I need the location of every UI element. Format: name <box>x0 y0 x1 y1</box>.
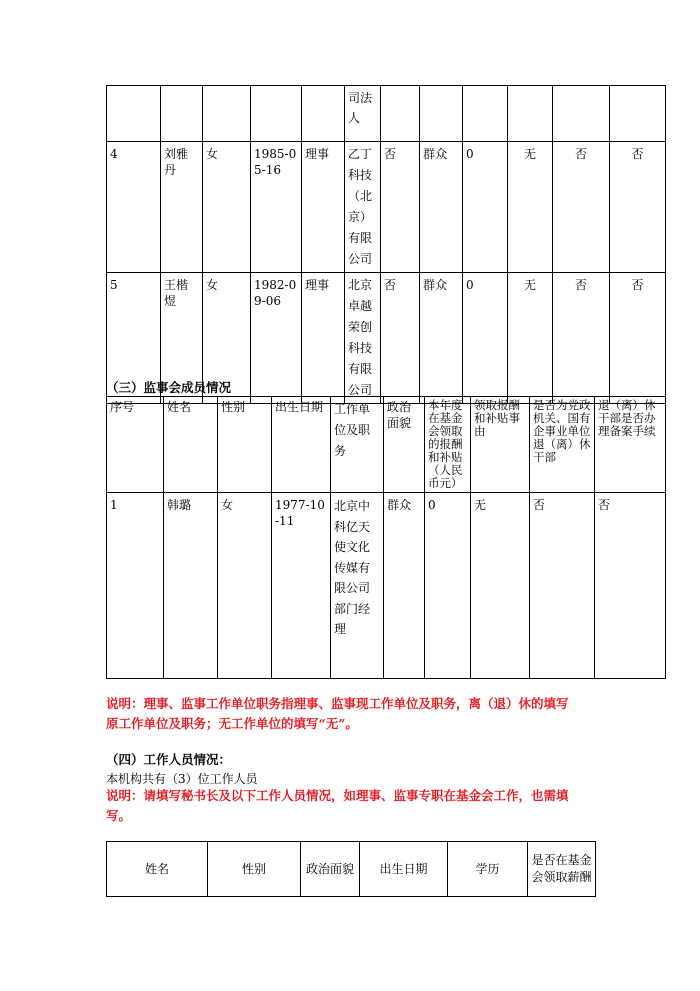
header-birth: 出生日期 <box>360 842 448 897</box>
supervisors-table <box>106 396 666 679</box>
note-directors <box>106 694 676 734</box>
table-cell: 1985-05-16 <box>251 142 302 273</box>
header-filed: 退（离）休干部是否办理备案手续 <box>595 397 666 493</box>
table-cell: 韩璐 <box>164 493 218 679</box>
table-cell: 王楷煜 <box>161 273 203 404</box>
table-cell: 4 <box>107 142 161 273</box>
staff-count: 本机构共有（3）位工作人员 <box>106 772 258 786</box>
table-cell: 女 <box>218 493 272 679</box>
table-cell: 否 <box>610 273 666 404</box>
table-cell: 北京卓越荣创科技有限公司 <box>345 273 381 404</box>
header-unit: 工作单位及职务 <box>331 397 384 493</box>
table-cell: 群众 <box>420 142 463 273</box>
table-header-row <box>107 397 666 493</box>
table-cell: 理事 <box>302 142 345 273</box>
section-title-supervisors: （三）监事会成员情况 <box>106 380 232 395</box>
table-cell: 否 <box>530 493 595 679</box>
table-cell: 乙丁科技（北京）有限公司 <box>345 142 381 273</box>
table-cell: 无 <box>471 493 530 679</box>
table-header-row <box>107 842 596 897</box>
header-pay: 本年度在基金会领取的报酬和补贴（人民币元） <box>425 397 471 493</box>
header-reason: 领取报酬和补贴事由 <box>471 397 530 493</box>
staff-table <box>106 841 596 897</box>
table-cell: 否 <box>610 142 666 273</box>
header-political: 政治面貌 <box>301 842 360 897</box>
table-cell: 否 <box>381 273 420 404</box>
table-cell: 理事 <box>302 273 345 404</box>
header-retired: 是否为党政机关、国有企事业单位退（离）休干部 <box>530 397 595 493</box>
section-title-staff: （四）工作人员情况： <box>106 752 232 767</box>
table-cell: 刘雅丹 <box>161 142 203 273</box>
table-cell: 5 <box>107 273 161 404</box>
table-cell: 司法人 <box>345 86 381 142</box>
header-birth: 出生日期 <box>272 397 331 493</box>
table-cell: 否 <box>595 493 666 679</box>
table-cell: 北京中科亿天使文化传媒有限公司部门经理 <box>331 493 384 679</box>
table-cell: 无 <box>508 142 553 273</box>
table-row <box>107 86 666 142</box>
header-political: 政治面貌 <box>384 397 425 493</box>
note-line: 说明：请填写秘书长及以下工作人员情况，如理事、监事专职在基金会工作，也需填 <box>106 788 569 803</box>
header-gender: 性别 <box>218 397 272 493</box>
table-cell: 否 <box>553 273 610 404</box>
table-cell: 1 <box>107 493 164 679</box>
table-cell: 否 <box>381 142 420 273</box>
table-cell: 0 <box>425 493 471 679</box>
table-cell: 0 <box>463 273 508 404</box>
table-cell: 女 <box>203 142 251 273</box>
table-cell: 群众 <box>420 273 463 404</box>
table-row <box>107 493 666 679</box>
header-name: 姓名 <box>107 842 208 897</box>
header-paid: 是否在基金会领取薪酬 <box>528 842 596 897</box>
note-line: 原工作单位及职务；无工作单位的填写“无”。 <box>106 716 358 731</box>
table-cell: 0 <box>463 142 508 273</box>
table-cell: 群众 <box>384 493 425 679</box>
note-staff <box>106 786 676 826</box>
table-row <box>107 142 666 273</box>
table-cell: 否 <box>553 142 610 273</box>
header-no: 序号 <box>107 397 164 493</box>
header-name: 姓名 <box>164 397 218 493</box>
directors-table <box>106 85 666 404</box>
header-gender: 性别 <box>208 842 301 897</box>
note-line: 写。 <box>106 808 132 823</box>
header-education: 学历 <box>448 842 528 897</box>
table-cell: 1982-09-06 <box>251 273 302 404</box>
table-cell: 无 <box>508 273 553 404</box>
table-cell: 女 <box>203 273 251 404</box>
table-cell: 1977-10-11 <box>272 493 331 679</box>
note-line: 说明：理事、监事工作单位职务指理事、监事现工作单位及职务，离（退）休的填写 <box>106 696 569 711</box>
